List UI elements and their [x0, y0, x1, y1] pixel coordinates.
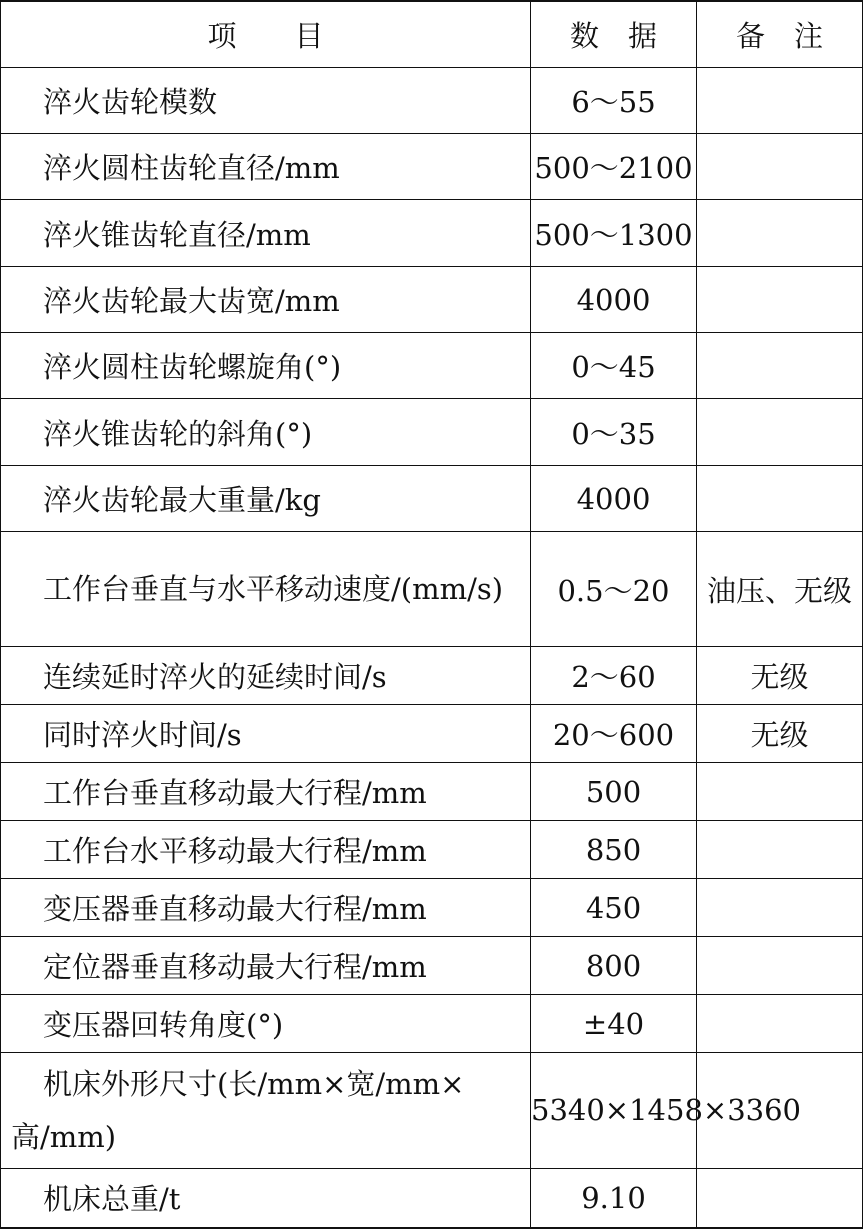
- header-item: 项 目: [1, 1, 531, 68]
- value-cell: 0.5～20: [531, 532, 697, 647]
- header-row: [1, 1, 863, 68]
- table-row: [1, 134, 863, 200]
- table-row: [1, 267, 863, 333]
- table-row: [1, 333, 863, 399]
- table-row: [1, 647, 863, 705]
- note-cell: [697, 333, 863, 399]
- item-cell: 淬火锥齿轮的斜角(°): [1, 399, 531, 466]
- item-cell: 工作台垂直与水平移动速度/(mm/s): [1, 532, 531, 647]
- item-cell: 淬火锥齿轮直径/mm: [1, 200, 531, 267]
- value-cell: 450: [531, 879, 697, 937]
- note-cell: 油压、无级: [697, 532, 863, 647]
- header-note: 备 注: [697, 1, 863, 68]
- item-cell: 淬火齿轮模数: [1, 68, 531, 134]
- item-cell: 淬火齿轮最大齿宽/mm: [1, 267, 531, 333]
- item-cell: 连续延时淬火的延续时间/s: [1, 647, 531, 705]
- table-row: [1, 821, 863, 879]
- table-row: [1, 763, 863, 821]
- value-cell: 9.10: [531, 1169, 697, 1228]
- table-row: [1, 937, 863, 995]
- note-cell: [697, 763, 863, 821]
- note-cell: [697, 995, 863, 1053]
- value-cell: 5340×1458×3360: [531, 1053, 697, 1169]
- value-cell: 850: [531, 821, 697, 879]
- item-cell: 变压器垂直移动最大行程/mm: [1, 879, 531, 937]
- value-cell: 2～60: [531, 647, 697, 705]
- item-cell: 工作台水平移动最大行程/mm: [1, 821, 531, 879]
- item-cell: 工作台垂直移动最大行程/mm: [1, 763, 531, 821]
- item-cell: 同时淬火时间/s: [1, 705, 531, 763]
- item-cell: 机床外形尺寸(长/mm×宽/mm×高/mm): [1, 1053, 531, 1169]
- item-cell: 淬火齿轮最大重量/kg: [1, 466, 531, 532]
- value-cell: 20～600: [531, 705, 697, 763]
- note-cell: 无级: [697, 705, 863, 763]
- value-cell: 0～35: [531, 399, 697, 466]
- item-cell: 淬火圆柱齿轮直径/mm: [1, 134, 531, 200]
- header-value: 数 据: [531, 1, 697, 68]
- note-cell: [697, 879, 863, 937]
- table-row: [1, 995, 863, 1053]
- table-row: [1, 399, 863, 466]
- table-row: [1, 705, 863, 763]
- value-cell: 500: [531, 763, 697, 821]
- table-row: [1, 68, 863, 134]
- item-cell: 机床总重/t: [1, 1169, 531, 1228]
- item-cell: 变压器回转角度(°): [1, 995, 531, 1053]
- value-cell: 4000: [531, 267, 697, 333]
- item-cell: 定位器垂直移动最大行程/mm: [1, 937, 531, 995]
- note-cell: 无级: [697, 647, 863, 705]
- table-row: [1, 1169, 863, 1228]
- table-row: [1, 1053, 863, 1169]
- value-cell: 500～1300: [531, 200, 697, 267]
- value-cell: 0～45: [531, 333, 697, 399]
- note-cell: [697, 466, 863, 532]
- value-cell: ±40: [531, 995, 697, 1053]
- note-cell: [697, 267, 863, 333]
- item-cell: 淬火圆柱齿轮螺旋角(°): [1, 333, 531, 399]
- value-cell: 800: [531, 937, 697, 995]
- table-row: [1, 200, 863, 267]
- note-cell: [697, 134, 863, 200]
- note-cell: [697, 937, 863, 995]
- note-cell: [697, 68, 863, 134]
- table-row: [1, 879, 863, 937]
- value-cell: 4000: [531, 466, 697, 532]
- note-cell: [697, 399, 863, 466]
- table-row: [1, 466, 863, 532]
- note-cell: [697, 1169, 863, 1228]
- table-row: [1, 532, 863, 647]
- note-cell: [697, 821, 863, 879]
- note-cell: [697, 200, 863, 267]
- value-cell: 500～2100: [531, 134, 697, 200]
- value-cell: 6～55: [531, 68, 697, 134]
